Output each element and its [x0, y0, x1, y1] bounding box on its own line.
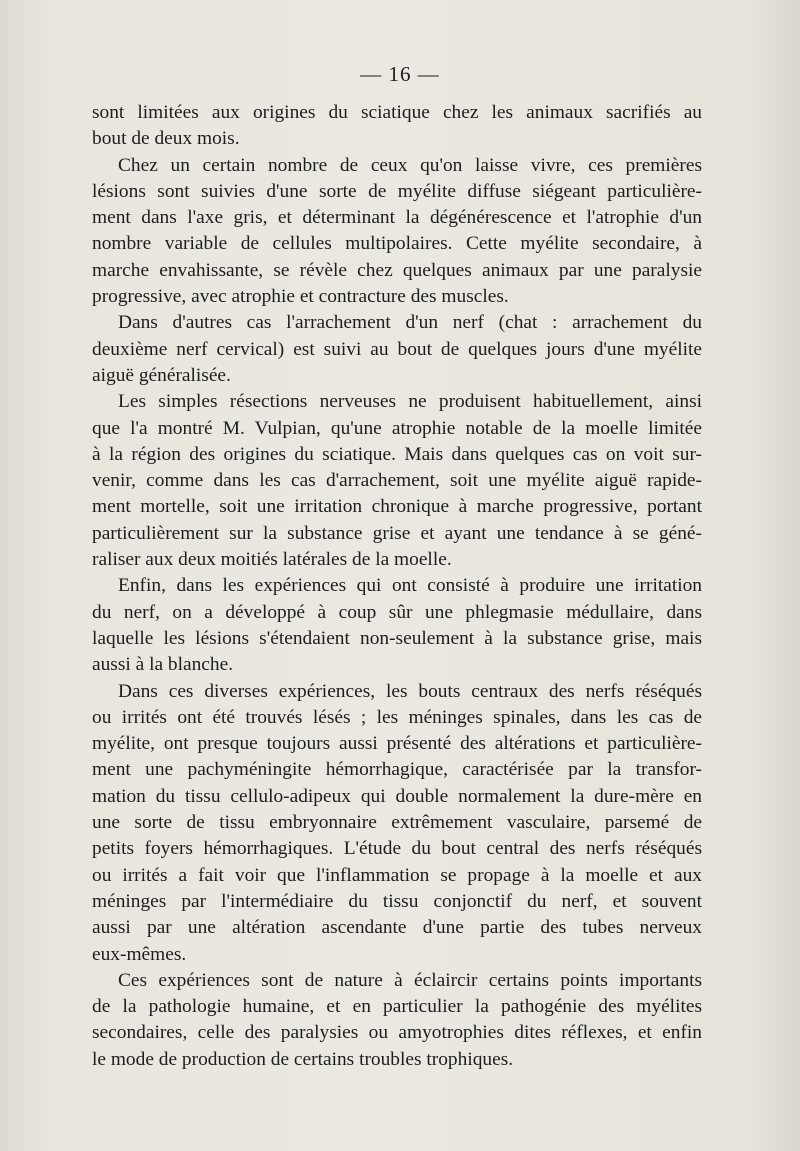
text-line: laquelle les lésions s'étendaient non-seulement à la substance grise, mais	[92, 627, 702, 649]
text-line: myélite, ont presque toujours aussi présenté des altérations et particulière-	[92, 733, 702, 755]
text-line: nombre variable de cellules multipolaires. Cette myélite secondaire, à	[92, 233, 702, 255]
text-line: une sorte de tissu embryonnaire extrêmement vasculaire, parsemé de	[92, 812, 702, 834]
text-line: Enfin, dans les expériences qui ont consisté à produire une irritation	[118, 575, 702, 597]
text-line: Ces expériences sont de nature à éclaircir certains points importants	[118, 969, 702, 991]
text-line: ment mortelle, soit une irritation chronique à marche progressive, portant	[92, 496, 702, 518]
text-line: de la pathologie humaine, et en particulier la pathogénie des myélites	[92, 996, 702, 1018]
text-line: sont limitées aux origines du sciatique chez les animaux sacrifiés au	[92, 102, 702, 123]
text-line: le mode de production de certains troubles trophiques.	[92, 1048, 514, 1070]
text-line: bout de deux mois.	[92, 128, 240, 150]
text-line: secondaires, celle des paralysies ou amyotrophies dites réflexes, et enfin	[92, 1022, 702, 1044]
text-line: venir, comme dans les cas d'arrachement, soit une myélite aiguë rapide-	[92, 470, 702, 492]
text-line: que l'a montré M. Vulpian, qu'une atrophie notable de la moelle limitée	[92, 417, 702, 439]
text-line: progressive, avec atrophie et contracture des muscles.	[92, 286, 509, 308]
text-line: petits foyers hémorrhagiques. L'étude du bout central des nerfs réséqués	[92, 838, 702, 860]
text-line: Dans ces diverses expériences, les bouts centraux des nerfs réséqués	[118, 680, 702, 702]
text-line: ment une pachyméningite hémorrhagique, caractérisée par la transfor-	[92, 759, 702, 781]
text-line: aussi à la blanche.	[92, 654, 234, 676]
text-line: eux-mêmes.	[92, 943, 187, 965]
text-line: aussi par une altération ascendante d'une partie des tubes nerveux	[92, 917, 702, 939]
text-line: marche envahissante, se révèle chez quelques animaux par une paralysie	[92, 259, 702, 281]
text-line: ment dans l'axe gris, et déterminant la dégénérescence et l'atrophie d'un	[92, 207, 702, 229]
text-line: lésions sont suivies d'une sorte de myélite diffuse siégeant particulière-	[92, 180, 702, 202]
body-text	[92, 100, 702, 1073]
text-line: Dans d'autres cas l'arrachement d'un nerf (chat : arrachement du	[118, 312, 702, 334]
text-line: méninges par l'intermédiaire du tissu conjonctif du nerf, et souvent	[92, 890, 702, 912]
text-line: Les simples résections nerveuses ne produisent habituellement, ainsi	[118, 391, 702, 413]
text-line: à la région des origines du sciatique. Mais dans quelques cas on voit sur-	[92, 443, 702, 465]
text-line: ou irrités a fait voir que l'inflammation se propage à la moelle et aux	[92, 864, 702, 886]
text-line: ou irrités ont été trouvés lésés ; les méninges spinales, dans les cas de	[92, 706, 702, 728]
page-number: — 16 —	[360, 62, 440, 86]
text-line: aiguë généralisée.	[92, 364, 231, 386]
text-line: deuxième nerf cervical) est suivi au bout de quelques jours d'une myélite	[92, 338, 702, 360]
text-line: du nerf, on a développé à coup sûr une phlegmasie médullaire, dans	[92, 601, 702, 623]
text-line: raliser aux deux moitiés latérales de la moelle.	[92, 549, 452, 571]
text-line: particulièrement sur la substance grise et ayant une tendance à se géné-	[92, 522, 702, 544]
text-line: Chez un certain nombre de ceux qu'on laisse vivre, ces premières	[118, 154, 702, 176]
text-line: mation du tissu cellulo-adipeux qui double normalement la dure-mère en	[92, 785, 702, 807]
